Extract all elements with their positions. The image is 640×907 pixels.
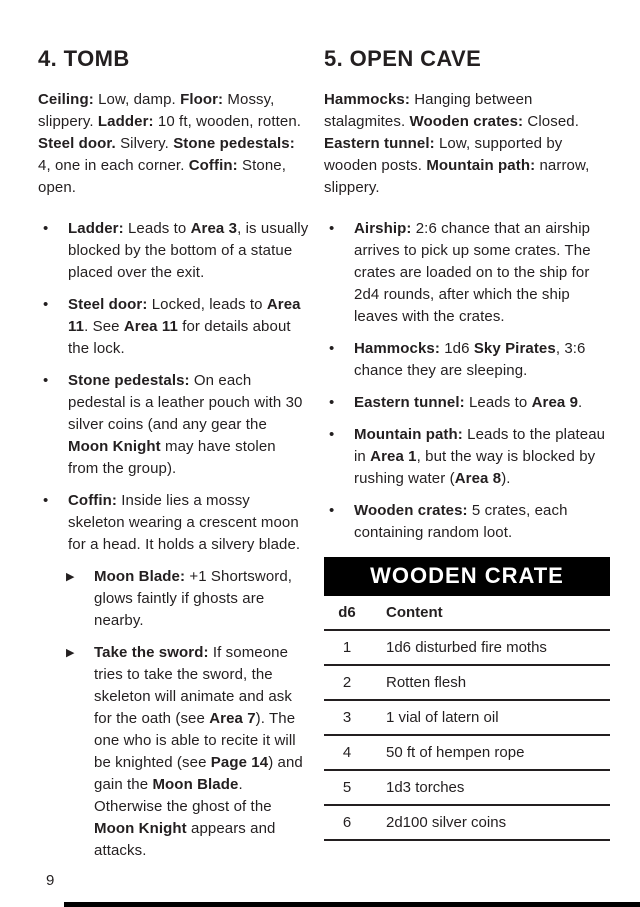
bullet-item-airship <box>324 218 610 328</box>
page-number: 9 <box>46 872 55 889</box>
column-tomb <box>38 46 310 872</box>
bullet-dot-icon: • <box>329 394 335 411</box>
bullet-item-wooden-crates <box>324 500 610 544</box>
bullet-item-hammocks <box>324 338 610 382</box>
table-row <box>324 770 610 805</box>
bullet-text: Airship: 2:6 chance that an airship arrives to pick up some crates. The crates are loaded on to the ship for 2d4 rounds, after which the ship leaves with the crates. <box>354 220 591 325</box>
bullet-dot-icon: • <box>43 492 49 509</box>
roll-cell: 3 <box>324 700 370 735</box>
bullet-dot-icon: • <box>329 340 335 357</box>
bullet-item-ladder <box>38 218 310 284</box>
bullet-dot-icon: • <box>329 502 335 519</box>
tomb-sub-bullet-list <box>66 566 310 862</box>
sub-bullet-take-the-sword <box>66 642 310 862</box>
triangle-bullet-icon: ▶ <box>66 571 75 583</box>
bullet-text: Steel door: Locked, leads to Area 11. See Area 11 for details about the lock. <box>68 296 301 357</box>
roll-cell: 2 <box>324 665 370 700</box>
tomb-intro-paragraph: Ceiling: Low, damp. Floor: Mossy, slippery. Ladder: 10 ft, wooden, rotten. Steel door. Silvery. Stone pedestals: 4, one in each corner. Coffin: Stone, open. <box>38 91 302 196</box>
table-row <box>324 665 610 700</box>
bullet-text: Wooden crates: 5 crates, each containing random loot. <box>354 502 568 541</box>
content-cell: 2d100 silver coins <box>370 805 610 840</box>
bullet-item-mountain-path <box>324 424 610 490</box>
bullet-dot-icon: • <box>329 426 335 443</box>
table-row <box>324 735 610 770</box>
content-cell: 1d3 torches <box>370 770 610 805</box>
sub-bullet-moon-blade <box>66 566 310 632</box>
tomb-bullet-list <box>38 218 310 556</box>
roll-cell: 1 <box>324 630 370 665</box>
content-cell: 50 ft of hempen rope <box>370 735 610 770</box>
content-cell: Rotten flesh <box>370 665 610 700</box>
roll-cell: 4 <box>324 735 370 770</box>
column-open-cave <box>324 46 610 872</box>
open-cave-intro-paragraph: Hammocks: Hanging between stalagmites. Wooden crates: Closed. Eastern tunnel: Low, supported by wooden posts. Mountain path: narrow, slippery. <box>324 91 590 196</box>
bullet-item-coffin <box>38 490 310 556</box>
content-cell: 1d6 disturbed fire moths <box>370 630 610 665</box>
triangle-bullet-icon: ▶ <box>66 647 75 659</box>
section-heading-tomb: 4. TOMB <box>38 46 130 71</box>
bullet-dot-icon: • <box>43 372 49 389</box>
table-row <box>324 805 610 840</box>
roll-cell: 6 <box>324 805 370 840</box>
bullet-dot-icon: • <box>43 296 49 313</box>
bullet-text: Mountain path: Leads to the plateau in Area 1, but the way is blocked by rushing water (Area 8). <box>354 426 606 487</box>
sub-bullet-text: Moon Blade: +1 Shortsword, glows faintly if ghosts are nearby. <box>94 568 293 629</box>
column-header-d6: d6 <box>324 596 370 630</box>
table-header-row <box>324 596 610 630</box>
wooden-crate-table-title: WOODEN CRATE <box>324 557 610 596</box>
section-heading-open-cave: 5. OPEN CAVE <box>324 46 482 71</box>
roll-cell: 5 <box>324 770 370 805</box>
bullet-text: Ladder: Leads to Area 3, is usually blocked by the bottom of a statue placed over the exit. <box>68 220 309 281</box>
open-cave-bullet-list <box>324 218 610 544</box>
bullet-text: Hammocks: 1d6 Sky Pirates, 3:6 chance they are sleeping. <box>354 340 586 379</box>
bullet-item-stone-pedestals <box>38 370 310 480</box>
bullet-item-steel-door <box>38 294 310 360</box>
table-row <box>324 700 610 735</box>
bullet-text: Eastern tunnel: Leads to Area 9. <box>354 394 583 411</box>
bullet-text: Stone pedestals: On each pedestal is a leather pouch with 30 silver coins (and any gear the Moon Knight may have stolen from the group). <box>68 372 303 477</box>
bullet-dot-icon: • <box>329 220 335 237</box>
table-row <box>324 630 610 665</box>
bullet-text: Coffin: Inside lies a mossy skeleton wearing a crescent moon for a head. It holds a silvery blade. <box>68 492 301 553</box>
bullet-dot-icon: • <box>43 220 49 237</box>
bullet-item-eastern-tunnel <box>324 392 610 414</box>
column-header-content: Content <box>370 596 610 630</box>
wooden-crate-table <box>324 596 610 841</box>
content-cell: 1 vial of latern oil <box>370 700 610 735</box>
sub-bullet-text: Take the sword: If someone tries to take the sword, the skeleton will animate and ask for the oath (see Area 7). The one who is able to recite it will be knighted (see Page 14) and gain the Moon Blade. Otherwise the ghost of the Moon Knight appears and attacks. <box>94 644 303 859</box>
next-page-edge <box>64 902 640 907</box>
